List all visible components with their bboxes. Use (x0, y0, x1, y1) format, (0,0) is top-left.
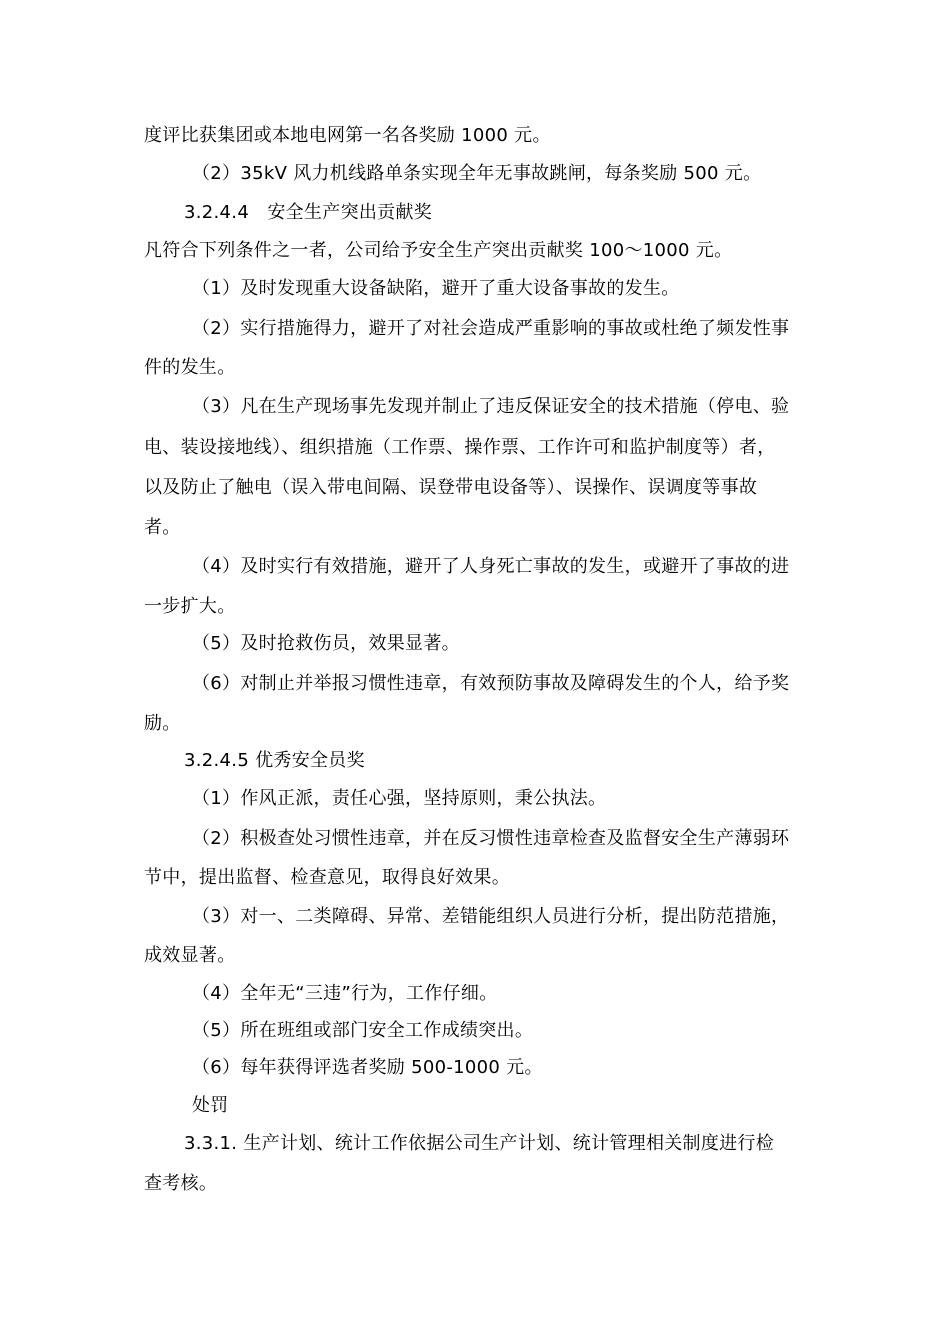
text-line: 节中，提出监督、检查意见，取得良好效果。 (144, 867, 510, 888)
section-heading: 处罚 (192, 1095, 229, 1116)
text-line: （5）及时抢救伤员，效果显著。 (192, 633, 460, 654)
text-line: （1）作风正派，责任心强，坚持原则，秉公执法。 (192, 788, 607, 809)
text-line: 度评比获集团或本地电网第一名各奖励 1000 元。 (144, 125, 551, 146)
text-line: （6）对制止并举报习惯性违章，有效预防事故及障碍发生的个人，给予奖 (192, 673, 790, 694)
text-line: 者。 (144, 517, 181, 538)
text-line: （4）全年无“三违”行为，工作仔细。 (192, 983, 498, 1004)
text-line: （4）及时实行有效措施，避开了人身死亡事故的发生，或避开了事故的进 (192, 556, 790, 577)
text-line: 成效显著。 (144, 945, 236, 966)
text-line: 一步扩大。 (144, 596, 236, 617)
text-line: 以及防止了触电（误入带电间隔、误登带电设备等）、误操作、误调度等事故 (144, 477, 758, 498)
text-line: （3）对一、二类障碍、异常、差错能组织人员进行分析，提出防范措施， (192, 906, 790, 927)
text-line: （3）凡在生产现场事先发现并制止了违反保证安全的技术措施（停电、验 (192, 396, 790, 417)
text-line: 凡符合下列条件之一者，公司给予安全生产突出贡献奖 100～1000 元。 (144, 240, 733, 261)
text-line: （2）实行措施得力，避开了对社会造成严重影响的事故或杜绝了频发性事 (192, 318, 790, 339)
text-line: 电、装设接地线）、组织措施（工作票、操作票、工作许可和监护制度等）者， (144, 437, 776, 458)
text-line: （1）及时发现重大设备缺陷，避开了重大设备事故的发生。 (192, 278, 680, 299)
text-line: 件的发生。 (144, 357, 236, 378)
text-line: 查考核。 (144, 1173, 218, 1194)
text-line: 励。 (144, 713, 181, 734)
section-heading: 3.2.4.4 安全生产突出贡献奖 (184, 202, 433, 223)
text-line: （2）35kV 风力机线路单条实现全年无事故跳闸，每条奖励 500 元。 (192, 163, 762, 184)
text-line: （5）所在班组或部门安全工作成绩突出。 (192, 1020, 534, 1041)
section-heading: 3.2.4.5 优秀安全员奖 (184, 750, 365, 771)
text-line: （6）每年获得评选者奖励 500-1000 元。 (192, 1057, 543, 1078)
section-heading: 3.3.1. 生产计划、统计工作依据公司生产计划、统计管理相关制度进行检 (184, 1133, 775, 1154)
text-line: （2）积极查处习惯性违章，并在反习惯性违章检查及监督安全生产薄弱环 (192, 828, 790, 849)
